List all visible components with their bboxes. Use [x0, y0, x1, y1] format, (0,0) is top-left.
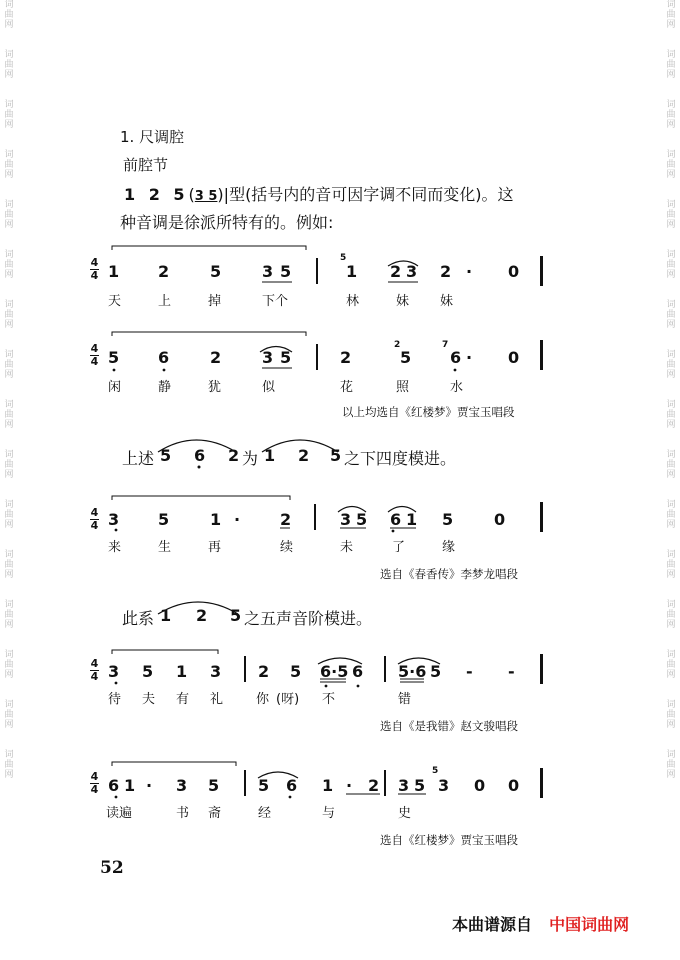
watermark-char: 词: [666, 700, 676, 710]
bar-line: [244, 656, 246, 682]
dot: ·: [146, 776, 153, 795]
watermark-char: 词: [666, 200, 676, 210]
lyric: 来: [108, 540, 122, 555]
watermark-char: 网: [666, 320, 676, 330]
watermark-char: 词: [4, 650, 14, 660]
watermark-char: 网: [4, 720, 14, 730]
end-bar: [540, 768, 543, 798]
note: 2: [228, 446, 240, 465]
watermark-char: 曲: [4, 260, 14, 270]
watermark-char: 曲: [4, 310, 14, 320]
watermark-char: 曲: [666, 210, 676, 220]
watermark-char: 曲: [666, 610, 676, 620]
watermark-char: 网: [4, 370, 14, 380]
note: 2: [298, 446, 310, 465]
note: 5: [290, 662, 302, 681]
note: 5: [108, 348, 120, 367]
end-bar: [540, 502, 543, 532]
watermark-char: 词: [4, 250, 14, 260]
note: 3: [262, 262, 274, 281]
low-dot: [357, 685, 360, 688]
note: 5: [430, 662, 442, 681]
grace-note: 5: [432, 766, 439, 776]
watermark-char: 网: [4, 70, 14, 80]
lyric: 了: [392, 540, 406, 555]
grace-note: 2: [394, 340, 401, 350]
note: 0: [508, 348, 520, 367]
note: 0: [474, 776, 486, 795]
watermark-char: 曲: [4, 110, 14, 120]
watermark-char: 词: [4, 400, 14, 410]
watermark-char: 词: [666, 250, 676, 260]
bar-line: [384, 656, 386, 682]
watermark-char: 曲: [666, 760, 676, 770]
note: 5: [330, 446, 342, 465]
lyric: 不: [322, 692, 336, 707]
note: 5: [158, 510, 170, 529]
lyric: 下个: [262, 294, 289, 309]
intro-paren-notes: 3 5: [194, 189, 218, 204]
note: 1: [264, 446, 276, 465]
note: 2: [158, 262, 170, 281]
lyric: 花: [340, 380, 354, 395]
intro-line-1-rest: 型(括号内的音可因字调不同而变化)。这: [229, 185, 514, 204]
note: 6: [286, 776, 298, 795]
time-signature: 4 4: [90, 342, 99, 368]
footer-credit: [452, 912, 629, 935]
lyric: 缘: [442, 540, 456, 555]
watermark-char: 曲: [666, 710, 676, 720]
watermark-char: 曲: [4, 360, 14, 370]
note: 3: [262, 348, 274, 367]
watermark-char: 网: [666, 570, 676, 580]
watermark-char: 曲: [4, 510, 14, 520]
source-caption: 选自《红楼梦》贾宝玉唱段: [380, 833, 518, 847]
grace-note: 5: [340, 253, 347, 263]
note: 2: [196, 606, 208, 625]
intro-numbers: 1 2 5: [124, 185, 189, 204]
watermark-char: 词: [4, 750, 14, 760]
intro-line-1: 1 2 5(3 5)|型(括号内的音可因字调不同而变化)。这: [124, 185, 514, 204]
lyric: 夫: [142, 692, 156, 707]
lyric: 读遍: [106, 806, 133, 821]
note: 3: [340, 510, 352, 529]
time-signature: 4 4: [90, 770, 99, 796]
watermark-char: 网: [4, 170, 14, 180]
lyric: 书: [176, 806, 190, 821]
transition-text: 之下四度模进。: [344, 449, 457, 468]
watermark-char: 网: [666, 270, 676, 280]
source-caption: 选自《春香传》李梦龙唱段: [380, 567, 518, 581]
watermark-char: 网: [666, 420, 676, 430]
watermark-char: 网: [4, 320, 14, 330]
watermark-char: 词: [666, 300, 676, 310]
low-dot: [454, 369, 457, 372]
watermark-char: 曲: [4, 760, 14, 770]
watermark-char: 词: [4, 300, 14, 310]
watermark-char: 网: [666, 620, 676, 630]
note: 5: [208, 776, 220, 795]
lyric: 闲: [108, 380, 122, 395]
footer-site-link[interactable]: 中国词曲网: [549, 915, 630, 934]
watermark-char: 曲: [666, 10, 676, 20]
note: 5: [414, 776, 426, 795]
bracket-line: [112, 246, 306, 250]
bar-line: [316, 258, 318, 284]
watermark-char: 网: [4, 220, 14, 230]
low-dot: [113, 369, 116, 372]
watermark-char: 曲: [666, 60, 676, 70]
watermark-char: 词: [666, 750, 676, 760]
bracket-line: [112, 762, 236, 766]
low-dot: [198, 466, 201, 469]
watermark-char: 网: [4, 670, 14, 680]
note: 1: [406, 510, 418, 529]
bar-line: [384, 770, 386, 796]
lyric: 斋: [208, 806, 222, 821]
lyric: 水: [450, 380, 464, 395]
watermark-char: 词: [666, 100, 676, 110]
note: 2: [210, 348, 222, 367]
note: 6: [194, 446, 206, 465]
watermark-char: 网: [4, 20, 14, 30]
dash: -: [466, 662, 473, 681]
watermark-char: 词: [4, 0, 14, 10]
lyric: 续: [280, 540, 294, 555]
watermark-char: 词: [4, 500, 14, 510]
end-bar: [540, 256, 543, 286]
transition-text: 为: [242, 449, 259, 468]
bar-line: [316, 344, 318, 370]
note: 5: [280, 348, 292, 367]
note: 2: [280, 510, 292, 529]
note: 1: [160, 606, 172, 625]
note: 1: [210, 510, 222, 529]
dot: ·: [466, 348, 473, 367]
note: 3: [438, 776, 450, 795]
transition-text: 此系: [122, 609, 155, 628]
watermark-char: 网: [666, 520, 676, 530]
watermark-char: 曲: [4, 560, 14, 570]
lyric: 天: [108, 294, 122, 309]
watermark-char: 曲: [4, 410, 14, 420]
note: 6: [450, 348, 462, 367]
time-signature: 4 4: [90, 256, 99, 282]
watermark-char: 词: [666, 550, 676, 560]
note: 2: [258, 662, 270, 681]
transition-text: 之五声音阶模进。: [244, 609, 373, 628]
note: 5: [280, 262, 292, 281]
watermark-char: 网: [4, 470, 14, 480]
watermark-char: 曲: [666, 160, 676, 170]
watermark-char: 网: [666, 720, 676, 730]
watermark-char: 曲: [666, 510, 676, 520]
watermark-char: 网: [666, 120, 676, 130]
lyric: 妹: [396, 294, 410, 309]
bracket-line: [112, 496, 290, 500]
watermark-char: 词: [666, 350, 676, 360]
watermark-char: 网: [666, 470, 676, 480]
lyric: 未: [340, 540, 354, 555]
bracket-line: [112, 650, 218, 654]
lyric: 林: [346, 294, 360, 309]
watermark-char: 词: [4, 550, 14, 560]
note: 5·6: [398, 662, 427, 681]
dot: ·: [234, 510, 241, 529]
lyric: 有: [176, 692, 190, 707]
source-caption: 选自《是我错》赵文骏唱段: [380, 719, 518, 733]
note: 3: [108, 510, 120, 529]
watermark-char: 网: [666, 220, 676, 230]
watermark-char: 曲: [4, 10, 14, 20]
low-dot: [163, 369, 166, 372]
note: 1: [176, 662, 188, 681]
source-caption: 以上均选自《红楼梦》贾宝玉唱段: [342, 405, 515, 419]
lyric: 妹: [440, 294, 454, 309]
watermark-char: 词: [4, 100, 14, 110]
watermark-char: 曲: [4, 160, 14, 170]
watermark-char: 网: [666, 670, 676, 680]
watermark-char: 曲: [666, 410, 676, 420]
watermark-char: 曲: [4, 710, 14, 720]
note: 6: [108, 776, 120, 795]
dash: -: [508, 662, 515, 681]
note: 1: [322, 776, 334, 795]
lyric: 经: [258, 806, 272, 821]
lyric: (呀): [276, 692, 300, 707]
watermark-char: 网: [4, 270, 14, 280]
bracket-line: [112, 332, 306, 336]
lyric: 掉: [208, 294, 222, 309]
watermark-char: 词: [4, 150, 14, 160]
note: 5: [258, 776, 270, 795]
lyric: 生: [158, 540, 172, 555]
watermark-char: 词: [666, 50, 676, 60]
low-dot: [325, 685, 328, 688]
note: 6: [158, 348, 170, 367]
lyric: 照: [396, 380, 410, 395]
watermark-char: 词: [4, 350, 14, 360]
lyric: 上: [158, 294, 172, 309]
lyric: 礼: [210, 692, 224, 707]
note: 5: [210, 262, 222, 281]
time-signature: 4 4: [90, 506, 99, 532]
lyric: 错: [398, 692, 412, 707]
watermark-char: 词: [4, 200, 14, 210]
dot: ·: [466, 262, 473, 281]
watermark-char: 词: [666, 400, 676, 410]
watermark-char: 词: [666, 500, 676, 510]
note: 3: [108, 662, 120, 681]
grace-note: 7: [442, 340, 449, 350]
lyric: 似: [262, 380, 276, 395]
lyric: 你: [256, 692, 270, 707]
lyric: 待: [108, 692, 122, 707]
watermark-char: 网: [4, 120, 14, 130]
note: 5: [442, 510, 454, 529]
note: 1: [108, 262, 120, 281]
watermark-char: 曲: [666, 660, 676, 670]
watermark-char: 词: [4, 50, 14, 60]
note: 3: [176, 776, 188, 795]
watermark-char: 曲: [666, 560, 676, 570]
intro-paren-open: (: [188, 185, 195, 204]
watermark-char: 曲: [4, 460, 14, 470]
note: 0: [494, 510, 506, 529]
note: 5: [230, 606, 242, 625]
transition-text: 上述: [122, 449, 155, 468]
time-signature: 4 4: [90, 657, 99, 683]
low-dot: [115, 529, 118, 532]
note: 6: [352, 662, 364, 681]
intro-line-2: 种音调是徐派所特有的。例如:: [120, 213, 334, 232]
lyric: 犹: [208, 380, 222, 395]
note: 3: [398, 776, 410, 795]
watermark-char: 网: [666, 170, 676, 180]
watermark-char: 词: [666, 0, 676, 10]
watermark-char: 网: [4, 620, 14, 630]
intro-paren-close: ): [217, 185, 224, 204]
end-bar: [540, 340, 543, 370]
watermark-char: 曲: [666, 110, 676, 120]
low-dot: [115, 796, 118, 799]
note: 2: [340, 348, 352, 367]
watermark-char: 曲: [666, 260, 676, 270]
watermark-char: 曲: [4, 610, 14, 620]
section-title: 1. 尺调腔: [120, 128, 185, 146]
page-number: 52: [100, 858, 124, 878]
watermark-char: 曲: [4, 210, 14, 220]
note: 2: [440, 262, 452, 281]
watermark-char: 网: [666, 70, 676, 80]
note: 6·5: [320, 662, 349, 681]
footer-label: 本曲谱源自: [452, 915, 533, 934]
watermark-char: 词: [4, 600, 14, 610]
note: 5: [356, 510, 368, 529]
watermark-char: 网: [666, 20, 676, 30]
watermark-char: 词: [4, 450, 14, 460]
watermark-char: 曲: [666, 360, 676, 370]
watermark-char: 曲: [4, 660, 14, 670]
lyric: 与: [322, 806, 336, 821]
watermark-char: 网: [4, 520, 14, 530]
note: 5: [142, 662, 154, 681]
watermark-char: 网: [666, 370, 676, 380]
bar-line: [314, 504, 316, 530]
note: 3: [406, 262, 418, 281]
lyric: 再: [208, 540, 222, 555]
lyric: 史: [398, 806, 412, 821]
note: 0: [508, 262, 520, 281]
watermark-char: 词: [4, 700, 14, 710]
note: 0: [508, 776, 520, 795]
watermark-char: 网: [4, 770, 14, 780]
section-subtitle: 前腔节: [123, 156, 169, 174]
bar-line: [244, 770, 246, 796]
watermark-char: 词: [666, 450, 676, 460]
watermark-char: 曲: [666, 310, 676, 320]
note: 2: [390, 262, 402, 281]
watermark-char: 曲: [4, 60, 14, 70]
note: 5: [400, 348, 412, 367]
note: 2: [368, 776, 380, 795]
low-dot: [289, 796, 292, 799]
watermark-char: 词: [666, 650, 676, 660]
lyric: 静: [158, 380, 172, 395]
note: 1: [346, 262, 358, 281]
dot: ·: [346, 776, 353, 795]
watermark-char: 网: [666, 770, 676, 780]
note: 6: [390, 510, 402, 529]
note: 1: [124, 776, 136, 795]
low-dot: [392, 530, 395, 533]
watermark-char: 词: [666, 150, 676, 160]
note: 3: [210, 662, 222, 681]
watermark-char: 词: [666, 600, 676, 610]
watermark-char: 网: [4, 570, 14, 580]
low-dot: [115, 682, 118, 685]
watermark-char: 曲: [666, 460, 676, 470]
watermark-char: 网: [4, 420, 14, 430]
note: 5: [160, 446, 172, 465]
end-bar: [540, 654, 543, 684]
